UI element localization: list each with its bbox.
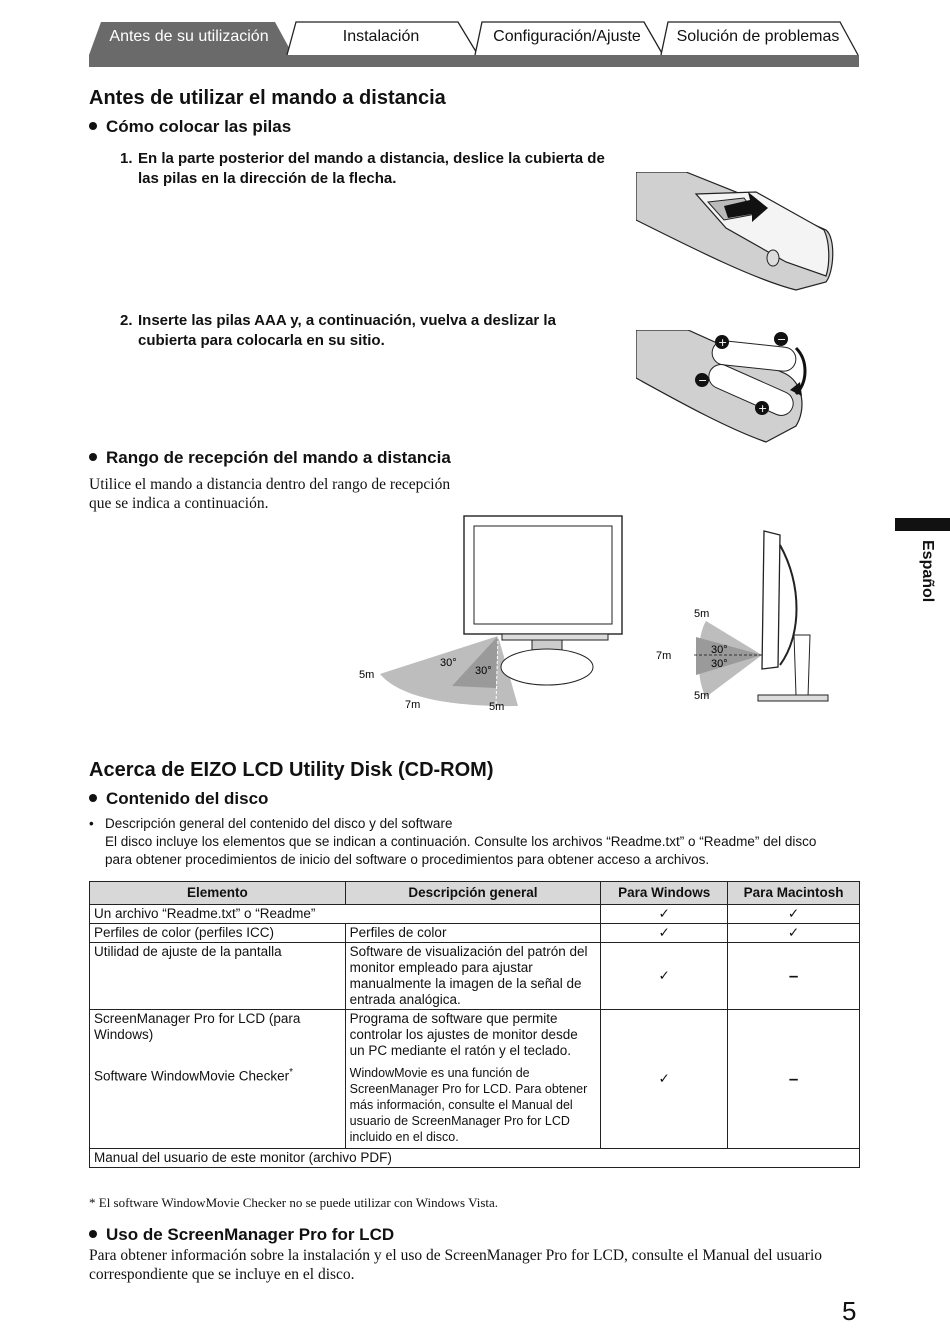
side-range-diagram (652, 525, 832, 710)
step-2-text: Inserte las pilas AAA y, a continuación, vuelva a deslizar la cubierta para colocarla en su sitio. (138, 312, 556, 349)
side-dist-bottom: 5m (694, 690, 710, 702)
front-dist-left: 5m (359, 669, 375, 681)
side-dist-top: 5m (694, 608, 710, 620)
section-title-disk: Acerca de EIZO LCD Utility Disk (CD-ROM) (89, 759, 494, 781)
language-marker-bar (895, 518, 950, 531)
remote-cover-slide-illustration (636, 172, 842, 292)
svg-text:+: + (758, 402, 768, 415)
tab-bar-underline (89, 55, 859, 67)
svg-text:−: − (777, 333, 787, 346)
cell-smp-desc (345, 1010, 601, 1149)
tab-antes-label: Antes de su utilización (109, 28, 269, 45)
front-dist-right: 5m (489, 701, 505, 713)
check-mark: ✓ (601, 905, 728, 924)
wm-item: Software WindowMovie Checker* (94, 1067, 293, 1084)
step-2: 2. Inserte las pilas AAA y, a continuación, vuelva a deslizar la cubierta para colocarla en su sitio. (120, 311, 600, 351)
cell-util-desc: Software de visualización del patrón del monitor empleado para ajustar manualmente la imagen de la señal de entrada analógica. (345, 943, 601, 1010)
range-text: Utilice el mando a distancia dentro del rango de recepción que se indica a continuación. (89, 476, 451, 512)
check-mark: ✓ (601, 1010, 728, 1149)
col-header: Elemento (90, 882, 346, 905)
table-row (90, 924, 860, 943)
cell-smp-item (90, 1010, 346, 1149)
step-1-text: En la parte posterior del mando a distancia, deslice la cubierta de las pilas en la dirección de la flecha. (138, 150, 605, 187)
tab-configuracion-label: Configuración/Ajuste (493, 28, 641, 45)
svg-text:−: − (698, 374, 708, 387)
heading-usage: Uso de ScreenManager Pro for LCD (89, 1225, 394, 1245)
check-mark: ✓ (728, 905, 860, 924)
table-header-row (90, 882, 860, 905)
col-header: Para Windows (601, 882, 728, 905)
front-dist-center: 7m (405, 699, 421, 711)
contents-text: El disco incluye los elementos que se indican a continuación. Consulte los archivos “Readme.txt” o “Readme” del disco para obtener procedimientos de inicio del software o procedimientos para obtener acceso a archivos. (105, 834, 817, 867)
table-row (90, 1010, 860, 1149)
svg-text:+: + (718, 336, 728, 349)
section-title-remote: Antes de utilizar el mando a distancia (89, 87, 446, 109)
side-dist-center: 7m (656, 650, 672, 662)
step-1: 1. En la parte posterior del mando a distancia, deslice la cubierta de las pilas en la dirección de la flecha. (120, 149, 620, 189)
table-row (90, 1149, 860, 1168)
tab-instalacion-label: Instalación (342, 28, 420, 45)
smp-desc-text: Programa de software que permite controlar los ajustes de monitor desde un PC mediante el ratón y el teclado. (349, 1011, 578, 1058)
usage-text: Para obtener información sobre la instalación y el uso de ScreenManager Pro for LCD, consulte el Manual del usuario correspondiente que se incluye en el disco. (89, 1247, 823, 1283)
check-mark: ✓ (728, 924, 860, 943)
col-header: Descripción general (345, 882, 601, 905)
table-footnote: * El software WindowMovie Checker no se puede utilizar con Windows Vista. (89, 1195, 499, 1210)
wm-desc-text: WindowMovie es una función de ScreenManager Pro for LCD. Para obtener más información, consulte el Manual del usuario de ScreenManager Pro for LCD incluido en el disco. (349, 1066, 588, 1144)
disk-contents-table (89, 881, 860, 1168)
dash-mark: – (728, 943, 860, 1010)
front-angle-right: 30° (475, 665, 492, 677)
language-label: Español (919, 540, 936, 603)
cell-readme: Un archivo “Readme.txt” o “Readme” (90, 905, 601, 924)
cell-manual: Manual del usuario de este monitor (archivo PDF) (90, 1149, 860, 1168)
tab-solucion[interactable] (660, 20, 856, 54)
table-row (90, 943, 860, 1010)
side-angle-bottom: 30° (711, 658, 728, 670)
smp-item-text: ScreenManager Pro for LCD (para Windows) (94, 1011, 301, 1042)
cell-icc-item: Perfiles de color (perfiles ICC) (90, 924, 346, 943)
side-monitor (762, 531, 780, 669)
tab-antes[interactable] (89, 20, 289, 54)
heading-range: Rango de recepción del mando a distancia (89, 448, 451, 468)
heading-contents: Contenido del disco (89, 789, 268, 809)
heading-batteries: Cómo colocar las pilas (89, 117, 291, 137)
table-row (90, 905, 860, 924)
tab-solucion-label: Solución de problemas (676, 28, 840, 45)
contents-bullet-marker: • (89, 816, 94, 831)
side-angle-top: 30° (711, 644, 728, 656)
cell-icc-desc: Perfiles de color (345, 924, 601, 943)
tab-configuracion[interactable] (474, 20, 660, 54)
dash-mark: – (728, 1010, 860, 1149)
tab-instalacion[interactable] (286, 20, 476, 54)
front-angle-left: 30° (440, 657, 457, 669)
check-mark: ✓ (601, 924, 728, 943)
cell-util-item: Utilidad de ajuste de la pantalla (90, 943, 346, 1010)
remote-batteries-illustration (636, 330, 816, 454)
contents-bullet: Descripción general del contenido del disco y del software (105, 816, 453, 831)
col-header: Para Macintosh (728, 882, 860, 905)
front-range-diagram (352, 512, 632, 717)
page-number: 5 (842, 1296, 857, 1326)
monitor-screen (474, 526, 612, 624)
check-mark: ✓ (601, 943, 728, 1010)
